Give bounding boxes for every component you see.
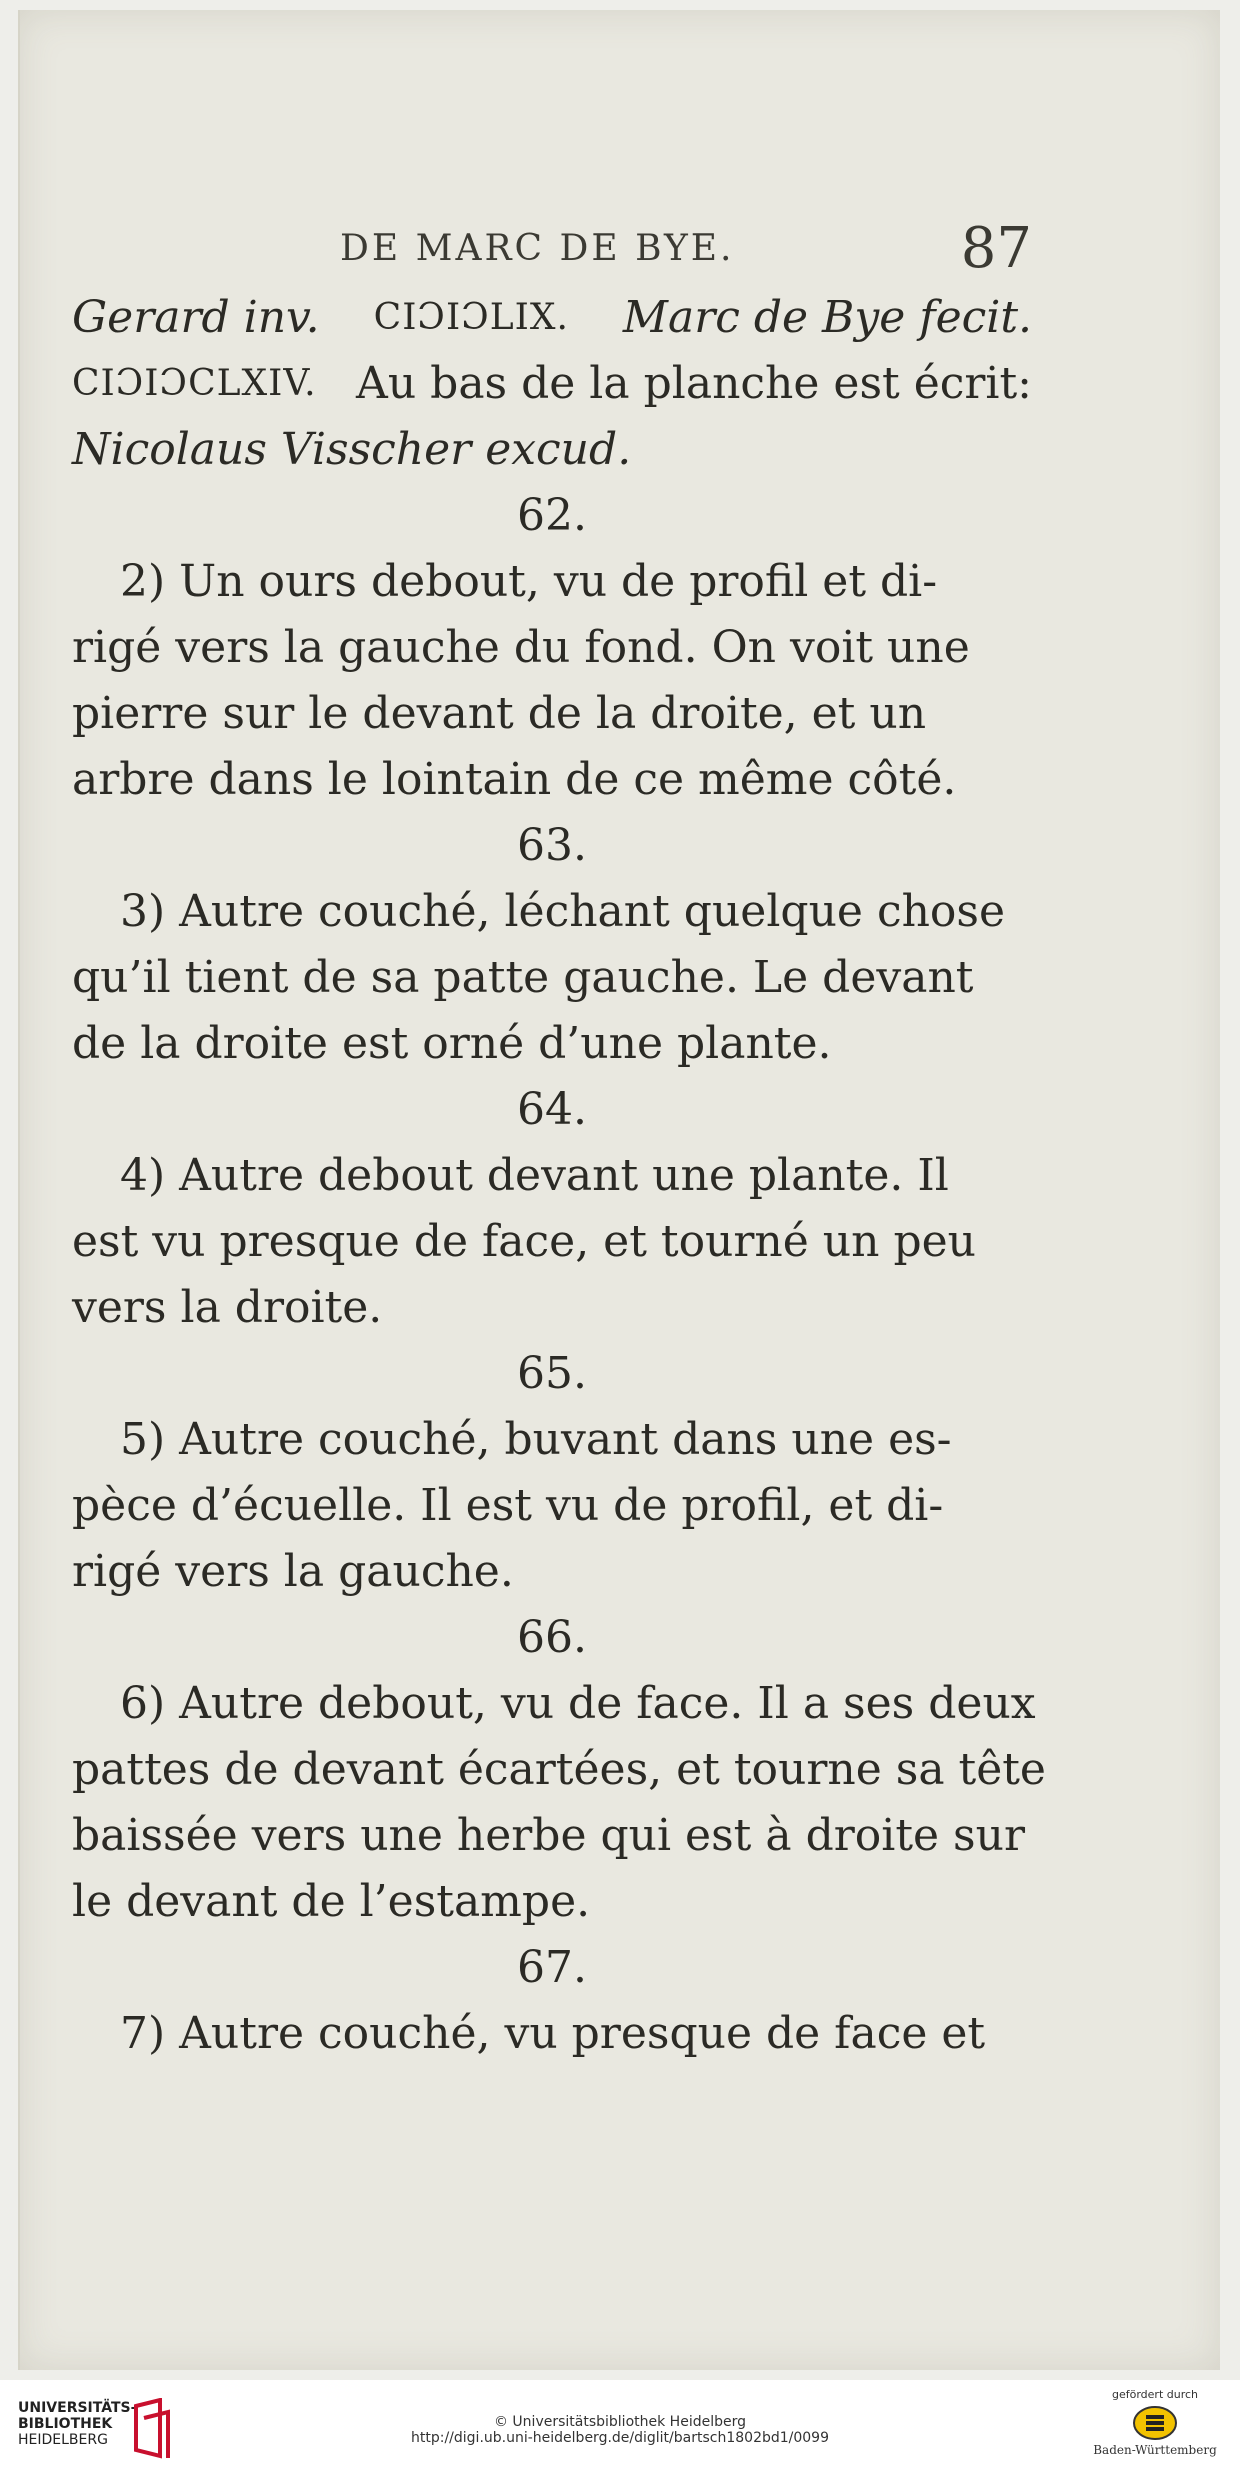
text-segment: baissée vers une herbe qui est à droite sur [72,1810,1025,1861]
text-segment: 4) Autre debout devant une plante. Il [120,1150,949,1201]
text-line [72,1869,1032,1935]
entry-number [72,1077,1032,1143]
text-line [72,879,1032,945]
running-head [330,216,1050,281]
text-line [72,2001,1032,2067]
text-segment: Nicolaus Visscher excud. [72,424,632,475]
text-line [72,1143,1032,1209]
uni-name-line: UNIVERSITÄTS- [18,2400,137,2416]
text-line [72,1671,1036,1737]
text-segment: pèce d’écuelle. Il est vu de profil, et di- [72,1480,944,1531]
text-line [72,1539,1032,1605]
baden-wuerttemberg-crest-icon [1132,2405,1178,2441]
running-title: DE MARC DE BYE. [340,228,735,269]
uni-name-line: BIBLIOTHEK [18,2416,113,2432]
text-segment: 5) Autre couché, buvant dans une es- [120,1414,952,1465]
text-segment: arbre dans le lointain de ce même côté. [72,754,957,805]
entry-number [72,1935,1032,2001]
page-number: 87 [960,216,1032,281]
entry-number [72,1341,1032,1407]
text-line [72,681,1032,747]
funder-name: Baden-Württemberg [1093,2443,1217,2457]
text-segment: 64. [517,1084,587,1135]
text-segment: 63. [517,820,587,871]
text-segment: Marc de Bye fecit. [622,292,1032,343]
text-line [72,1407,1032,1473]
text-segment: qu’il tient de sa patte gauche. Le devant [72,952,974,1003]
text-segment: 67. [517,1942,587,1993]
text-segment: CIƆIƆLIX. [373,297,569,338]
text-line [72,285,1032,351]
text-segment: 7) Autre couché, vu presque de face et [120,2008,986,2059]
entry-number [72,813,1032,879]
copyright-block [0,2414,1240,2446]
text-line [72,1803,1032,1869]
text-segment: rigé vers la gauche du fond. On voit une [72,622,970,673]
text-segment: pattes de devant écartées, et tourne sa tête [72,1744,1046,1795]
text-segment: 6) Autre debout, vu de face. Il a ses deux [120,1678,1036,1729]
copyright-text: © Universitätsbibliothek Heidelberg [493,2414,746,2430]
funded-by-label: gefördert durch [1111,2388,1199,2401]
entry-number [72,483,1032,549]
text-line [72,1737,1046,1803]
text-segment: le devant de l’estampe. [72,1876,591,1927]
text-line [72,1011,1032,1077]
page-edge [18,10,20,2370]
text-segment: est vu presque de face, et tourné un peu [72,1216,976,1267]
text-segment: de la droite est orné d’une plante. [72,1018,832,1069]
text-line [72,945,1032,1011]
text-segment: Au bas de la planche est écrit: [356,358,1032,409]
text-segment: vers la droite. [72,1282,383,1333]
text-line [72,747,1032,813]
text-segment: rigé vers la gauche. [72,1546,514,1597]
funding-block[interactable] [1080,2388,1230,2457]
text-line [72,351,1032,417]
text-segment: 62. [517,490,587,541]
text-segment: 2) Un ours debout, vu de profil et di- [120,556,938,607]
footer [0,2380,1240,2471]
text-line [72,1275,1032,1341]
text-line [72,417,1032,483]
permalink-url[interactable]: http://digi.ub.uni-heidelberg.de/diglit/bartsch1802bd1/0099 [411,2430,829,2446]
text-segment: CIƆIƆCLXIV. [72,363,317,404]
text-segment: pierre sur le devant de la droite, et un [72,688,927,739]
text-segment: 3) Autre couché, léchant quelque chose [120,886,1006,937]
text-segment: 65. [517,1348,587,1399]
text-line [72,549,1032,615]
uni-name-line: HEIDELBERG [18,2432,108,2448]
text-segment: 66. [517,1612,587,1663]
catalogue-text [72,285,1046,2067]
text-segment: Gerard inv. [72,292,320,343]
text-line [72,1473,1032,1539]
text-line [72,615,1032,681]
entry-number [72,1605,1032,1671]
text-line [72,1209,1032,1275]
